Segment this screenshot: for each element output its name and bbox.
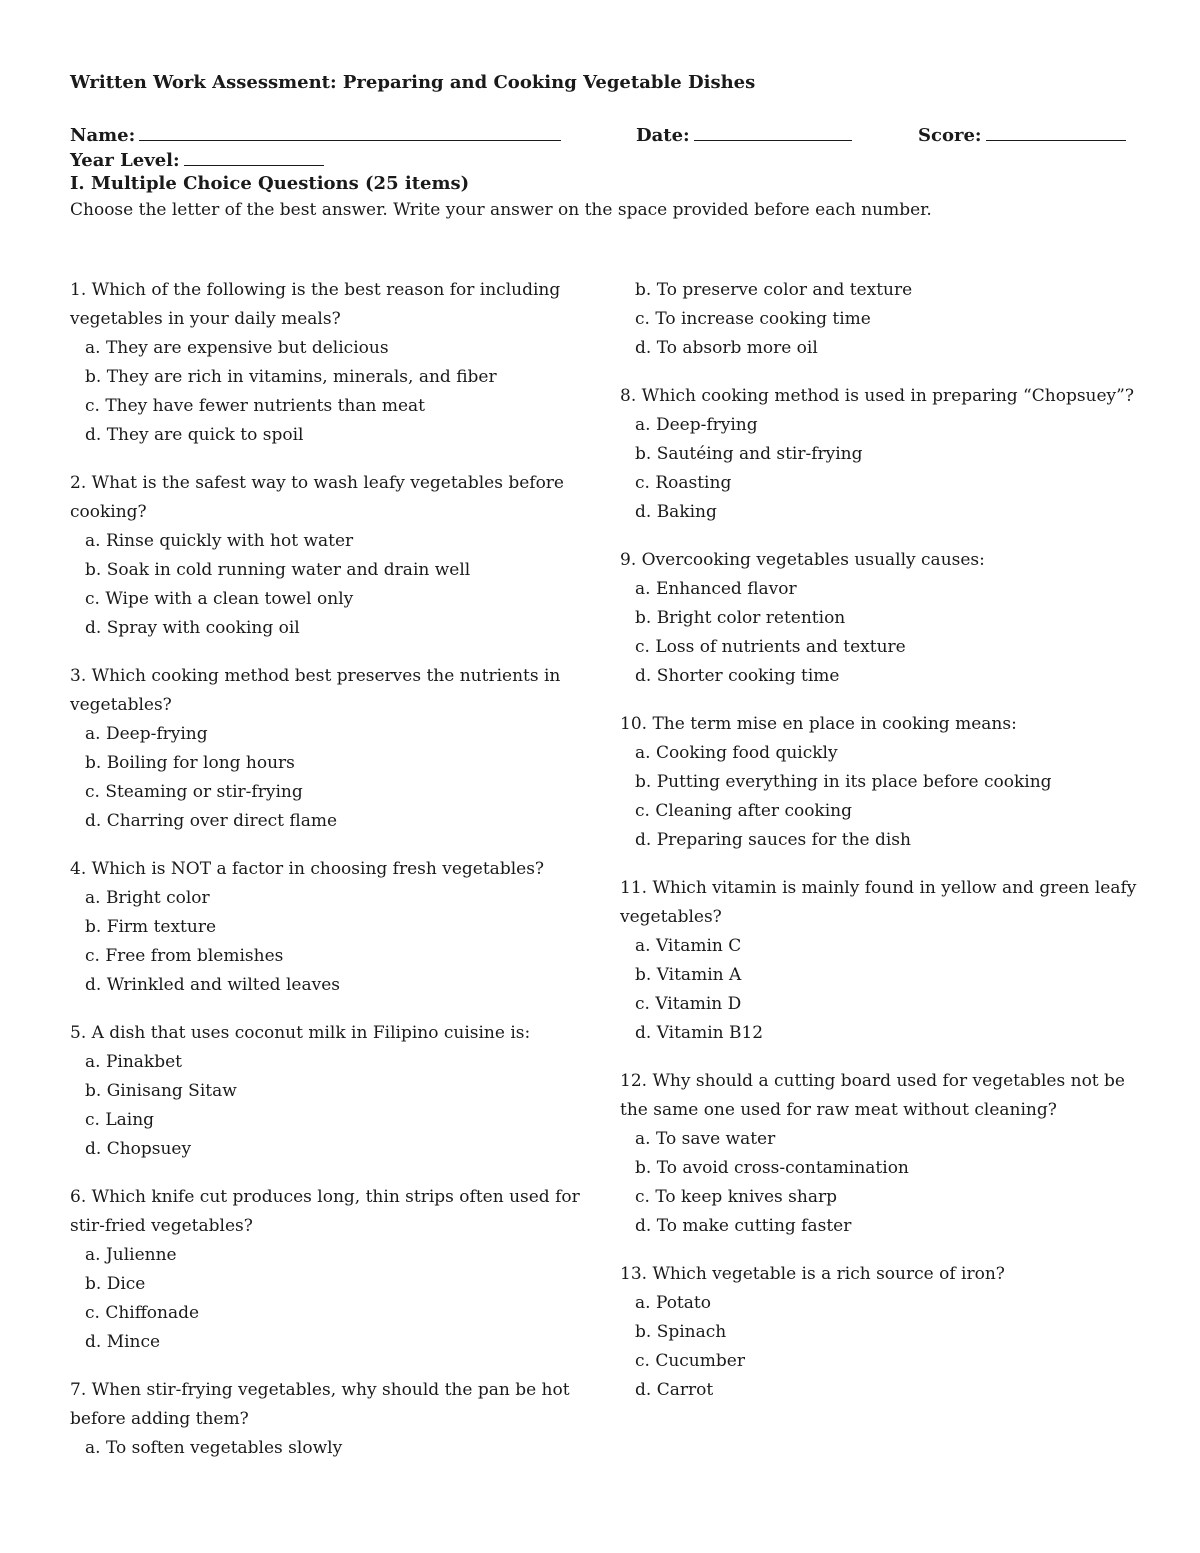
question-text: 11. Which vitamin is mainly found in yellow and green leafy vegetables?: [620, 878, 1137, 927]
section-title: I. Multiple Choice Questions (25 items): [70, 173, 470, 194]
question-9: [620, 546, 1145, 691]
answer-option: a. Vitamin C: [635, 936, 742, 956]
question-text: 6. Which knife cut produces long, thin strips often used for stir-fried vegetables?: [70, 1187, 580, 1236]
right-column: [620, 276, 1145, 1424]
answer-option: b. Ginisang Sitaw: [85, 1081, 237, 1101]
score-field[interactable]: [918, 122, 1126, 146]
answer-option: a. To save water: [635, 1129, 776, 1149]
answer-option: d. Shorter cooking time: [635, 666, 840, 686]
question-2: [70, 469, 590, 643]
question-3: [70, 662, 590, 836]
answer-option: a. Pinakbet: [85, 1052, 182, 1072]
answer-option: c. Loss of nutrients and texture: [635, 637, 906, 657]
answer-option: c. Cleaning after cooking: [635, 801, 852, 821]
name-field[interactable]: [70, 122, 561, 146]
answer-option: d. Wrinkled and wilted leaves: [85, 975, 340, 995]
answer-option: b. Putting everything in its place before cooking: [635, 772, 1052, 792]
answer-option: b. Vitamin A: [635, 965, 742, 985]
answer-option: c. They have fewer nutrients than meat: [85, 396, 426, 416]
question-text: 10. The term mise en place in cooking means:: [620, 714, 1017, 734]
answer-option: b. Spinach: [635, 1322, 727, 1342]
answer-option: a. Rinse quickly with hot water: [85, 531, 354, 551]
answer-option: a. They are expensive but delicious: [85, 338, 389, 358]
date-blank[interactable]: [694, 122, 852, 141]
answer-option: d. Charring over direct flame: [85, 811, 338, 831]
answer-option: c. Steaming or stir-frying: [85, 782, 303, 802]
answer-option: d. Chopsuey: [85, 1139, 192, 1159]
answer-option: d. Carrot: [635, 1380, 714, 1400]
question-text: 5. A dish that uses coconut milk in Filipino cuisine is:: [70, 1023, 531, 1043]
name-label: Name:: [70, 125, 136, 146]
answer-option: b. Firm texture: [85, 917, 217, 937]
answer-option: b. To preserve color and texture: [635, 280, 913, 300]
question-6: [70, 1183, 590, 1357]
answer-option: a. Bright color: [85, 888, 210, 908]
question-5: [70, 1019, 590, 1164]
answer-option: b. Bright color retention: [635, 608, 846, 628]
question-text: 7. When stir-frying vegetables, why should the pan be hot before adding them?: [70, 1380, 570, 1429]
answer-option: c. Cucumber: [635, 1351, 745, 1371]
left-column: [70, 276, 590, 1482]
question-text: 2. What is the safest way to wash leafy vegetables before cooking?: [70, 473, 564, 522]
answer-option: c. To increase cooking time: [635, 309, 871, 329]
date-field[interactable]: [636, 122, 852, 146]
answer-option: d. Baking: [635, 502, 717, 522]
answer-option: d. Preparing sauces for the dish: [635, 830, 911, 850]
question-text: 1. Which of the following is the best reason for including vegetables in your daily meals?: [70, 280, 561, 329]
answer-option: c. Laing: [85, 1110, 155, 1130]
answer-option: b. They are rich in vitamins, minerals, and fiber: [85, 367, 497, 387]
answer-option: a. Potato: [635, 1293, 711, 1313]
answer-option: d. They are quick to spoil: [85, 425, 304, 445]
question-13: [620, 1260, 1145, 1405]
answer-option: a. Cooking food quickly: [635, 743, 838, 763]
answer-option: c. Free from blemishes: [85, 946, 284, 966]
answer-option: a. Julienne: [85, 1245, 177, 1265]
question-text: 9. Overcooking vegetables usually causes:: [620, 550, 985, 570]
score-blank[interactable]: [986, 122, 1126, 141]
question-1: [70, 276, 590, 450]
answer-option: b. To avoid cross-contamination: [635, 1158, 909, 1178]
answer-option: d. Mince: [85, 1332, 161, 1352]
question-11: [620, 874, 1145, 1048]
question-10: [620, 710, 1145, 855]
answer-option: d. To absorb more oil: [635, 338, 818, 358]
question-text: 13. Which vegetable is a rich source of iron?: [620, 1264, 1005, 1284]
answer-option: c. Roasting: [635, 473, 732, 493]
question-text: 8. Which cooking method is used in preparing “Chopsuey”?: [620, 386, 1134, 406]
instructions: Choose the letter of the best answer. Write your answer on the space provided before each number.: [70, 200, 932, 220]
answer-option: a. Deep-frying: [635, 415, 758, 435]
question-7-continued: [620, 276, 1145, 363]
answer-option: b. Soak in cold running water and drain well: [85, 560, 471, 580]
question-4: [70, 855, 590, 1000]
question-12: [620, 1067, 1145, 1241]
question-text: 3. Which cooking method best preserves the nutrients in vegetables?: [70, 666, 561, 715]
answer-option: c. Wipe with a clean towel only: [85, 589, 354, 609]
answer-option: d. Spray with cooking oil: [85, 618, 300, 638]
answer-option: b. Dice: [85, 1274, 146, 1294]
year-level-field[interactable]: [70, 147, 324, 171]
question-7: [70, 1376, 590, 1463]
answer-option: d. Vitamin B12: [635, 1023, 764, 1043]
answer-option: d. To make cutting faster: [635, 1216, 852, 1236]
name-blank[interactable]: [139, 122, 561, 141]
question-8: [620, 382, 1145, 527]
answer-option: a. Enhanced flavor: [635, 579, 797, 599]
document-title: Written Work Assessment: Preparing and Cooking Vegetable Dishes: [70, 72, 756, 93]
score-label: Score:: [918, 125, 982, 146]
answer-option: c. To keep knives sharp: [635, 1187, 837, 1207]
year-level-label: Year Level:: [70, 150, 180, 171]
question-text: 12. Why should a cutting board used for vegetables not be the same one used for raw meat without cleaning?: [620, 1071, 1125, 1120]
question-text: 4. Which is NOT a factor in choosing fresh vegetables?: [70, 859, 545, 879]
answer-option: c. Chiffonade: [85, 1303, 200, 1323]
answer-option: b. Boiling for long hours: [85, 753, 295, 773]
answer-option: b. Sautéing and stir-frying: [635, 444, 863, 464]
answer-option: a. To soften vegetables slowly: [85, 1438, 343, 1458]
year-level-blank[interactable]: [184, 147, 324, 166]
date-label: Date:: [636, 125, 690, 146]
answer-option: a. Deep-frying: [85, 724, 208, 744]
answer-option: c. Vitamin D: [635, 994, 742, 1014]
